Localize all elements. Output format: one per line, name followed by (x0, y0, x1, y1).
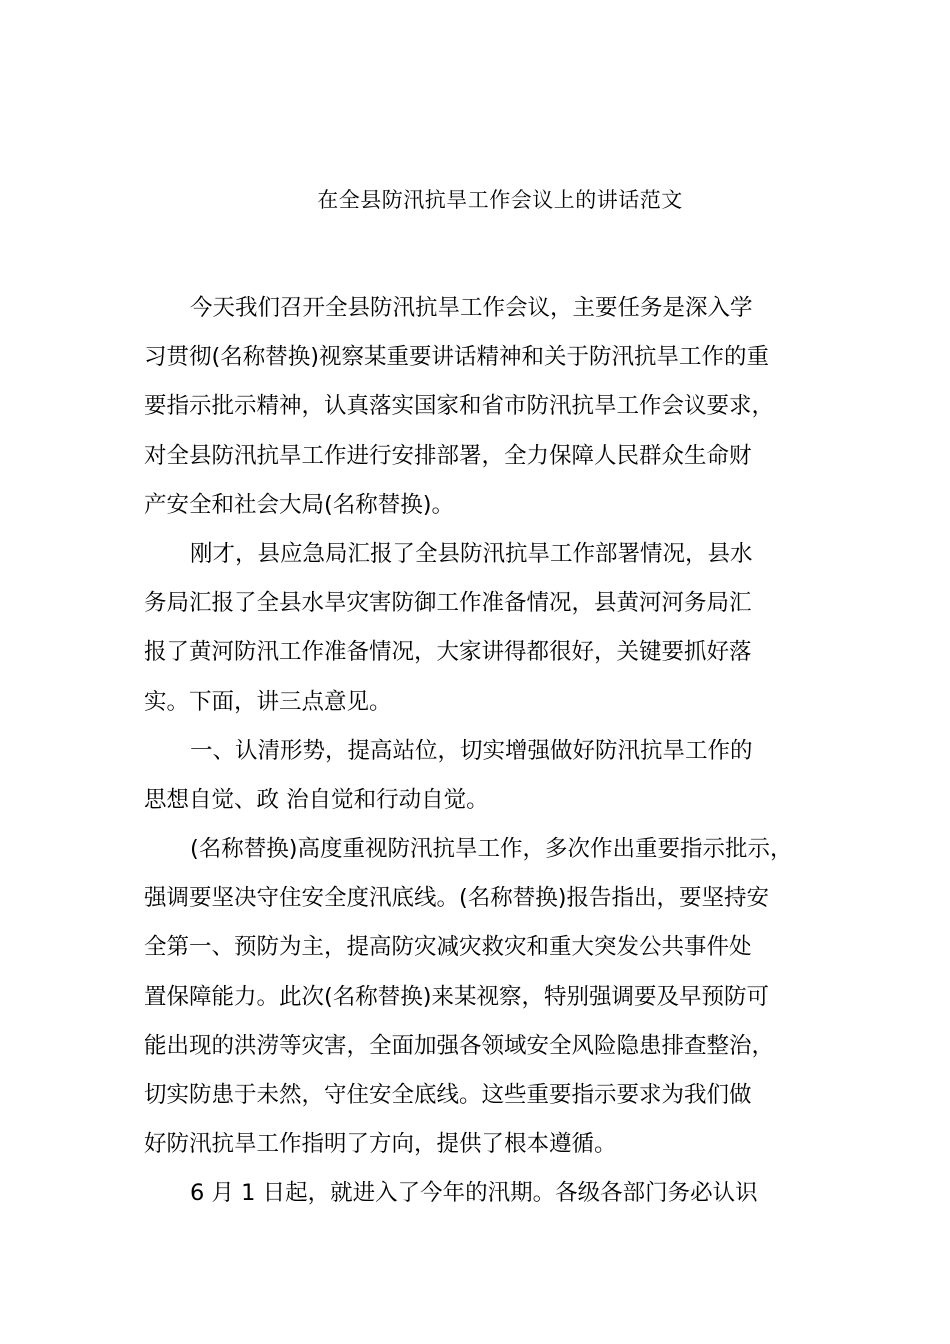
paragraph-line: 切实防患于未然，守住安全底线。这些重要指示要求为我们做 (144, 1082, 752, 1108)
paragraph-line: 置保障能力。此次(名称替换)来某视察，特别强调要及早预防可 (144, 983, 770, 1010)
paragraph-line: 实。下面，讲三点意见。 (144, 688, 392, 715)
paragraph-line: (名称替换)高度重视防汛抗旱工作，多次作出重要指示批示， (190, 836, 793, 863)
paragraph-line: 习贯彻(名称替换)视察某重要讲话精神和关于防汛抗旱工作的重 (144, 344, 770, 371)
paragraph-line: 刚才，县应急局汇报了全县防汛抗旱工作部署情况，县水 (190, 540, 753, 567)
paragraph-line: 今天我们召开全县防汛抗旱工作会议，主要任务是深入学 (190, 295, 753, 321)
paragraph-line: 6 月 1 日起，就进入了今年的汛期。各级各部门务必认识 (190, 1180, 758, 1207)
paragraph-line: 好防汛抗旱工作指明了方向，提供了根本遵循。 (144, 1131, 617, 1158)
paragraph-line: 务局汇报了全县水旱灾害防御工作准备情况，县黄河河务局汇 (144, 590, 752, 617)
document-title: 在全县防汛抗旱工作会议上的讲话范文 (317, 188, 683, 212)
paragraph-line: 思想自觉、政 治自觉和行动自觉。 (144, 786, 489, 813)
section-heading-one (144, 727, 814, 825)
paragraph-line: 能出现的洪涝等灾害，全面加强各领域安全风险隐患排查整治， (144, 1032, 775, 1059)
paragraph-line: 要指示批示精神，认真落实国家和省市防汛抗旱工作会议要求， (144, 393, 775, 420)
paragraph-flood-season (144, 1169, 814, 1218)
paragraph-line: 产安全和社会大局(名称替换)。 (144, 491, 455, 518)
paragraph-line: 全第一、预防为主，提高防灾减灾救灾和重大突发公共事件处 (144, 934, 752, 961)
paragraph-reports (144, 530, 814, 727)
paragraph-line: 强调要坚决守住安全度汛底线。(名称替换)报告指出，要坚持安 (144, 885, 770, 912)
document-body (144, 284, 814, 1219)
paragraph-line: 对全县防汛抗旱工作进行安排部署，全力保障人民群众生命财 (144, 442, 752, 469)
paragraph-instructions (144, 825, 814, 1169)
paragraph-line: 报了黄河防汛工作准备情况，大家讲得都很好，关键要抓好落 (144, 639, 752, 666)
paragraph-line: 一、认清形势，提高站位，切实增强做好防汛抗旱工作的 (190, 737, 753, 764)
paragraph-opening (144, 284, 814, 530)
